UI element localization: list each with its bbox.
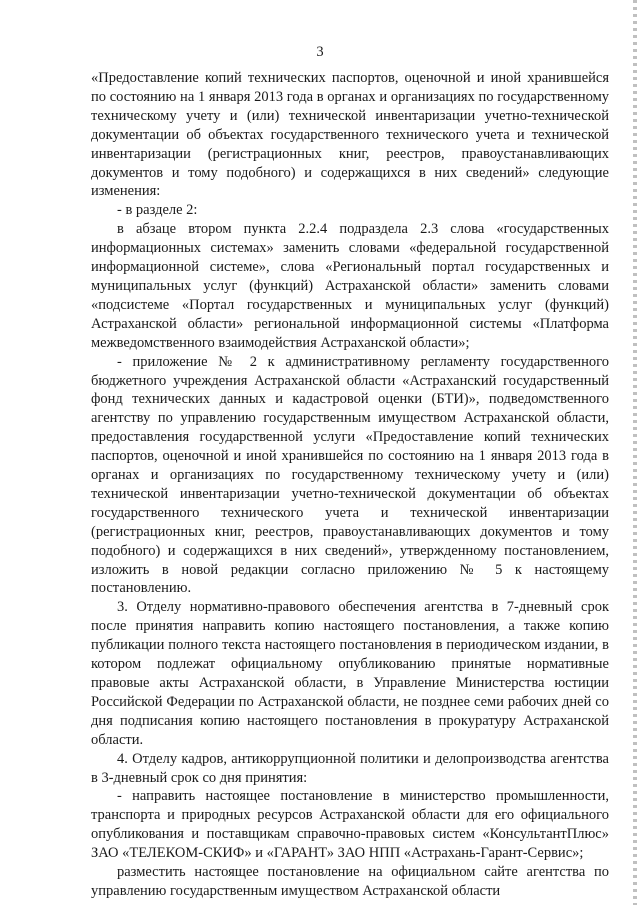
paragraph-service-title: «Предоставление копий технических паспортов, оценочной и иной хранившейся по состоянию на 1 января 2013 года в органах и организациях по государственному техническому учету и (или) технической инвентаризации учетно-технической документации об объектах государственного технического учета и технической инвентаризации (регистрационных книг, реестров, правоустанавливающих документов и тому подобного) и содержащихся в них сведений» следующие изменения: [91, 70, 609, 200]
paragraph-appendix-2: - приложение № 2 к административному регламенту государственного бюджетного учреждения Астраханской области «Астраханский государственный фонд технических данных и кадастровой оценки (БТИ)», подведомственного агентству по управлению государственным имуществом Астраханской области, предоставления государственной услуги «Предоставление копий технических паспортов, оценочной и иной хранившейся по состоянию на 1 января 2013 года в органах и организациях по государственному техническому учету и (или) технической инвентаризации учетно-технической документации об объектах государственного технического учета и технической инвентаризации (регистрационных книг, реестров, правоустанавливающих документов и тому подобного) и содержащихся в них сведений», утвержденному постановлением, изложить в новой редакции согласно приложению № 5 к настоящему постановлению. [91, 353, 609, 597]
page-number: 3 [316, 44, 324, 60]
document-body [91, 69, 609, 901]
paragraph-item-3: 3. Отделу нормативно-правового обеспечения агентства в 7-дневный срок после принятия направить копию настоящего постановления, а также копию публикации полного текста настоящего постановления в периодическом издании, в котором подлежат официальному опубликованию принятые нормативные правовые акты Астраханской области, в Управление Министерства юстиции Российской Федерации по Астраханской области, не позднее семи рабочих дней со дня подписания копию настоящего постановления в прокуратуру Астраханской области. [91, 599, 609, 748]
scan-edge-border [633, 0, 637, 905]
paragraph-item-4: 4. Отделу кадров, антикоррупционной политики и делопроизводства агентства в 3-дневный срок со дня принятия: [91, 750, 609, 786]
paragraph-publish-website: разместить настоящее постановление на официальном сайте агентства по управлению государственным имуществом Астраханской области [91, 864, 609, 899]
paragraph-clause-2-2-4: в абзаце втором пункта 2.2.4 подраздела 2.3 слова «государственных информационных системах» заменить словами «федеральной государственной информационной системе», слова «Региональный портал государственных и муниципальных услуг (функций) Астраханской области» заменить словами «подсистеме «Портал государственных и муниципальных услуг (функций) Астраханской области» региональной информационной системы «Платформа межведомственного взаимодействия Астраханской области»; [91, 221, 609, 351]
paragraph-section-2: - в разделе 2: [117, 202, 198, 219]
paragraph-send-resolution: - направить настоящее постановление в министерство промышленности, транспорта и природных ресурсов Астраханской области для его официального опубликования и поставщикам справочно-правовых систем «КонсультантПлюс» ЗАО «ТЕЛЕКОМ-СКИФ» и «ГАРАНТ» ЗАО НПП «Астрахань-Гарант-Сервис»; [91, 788, 609, 862]
